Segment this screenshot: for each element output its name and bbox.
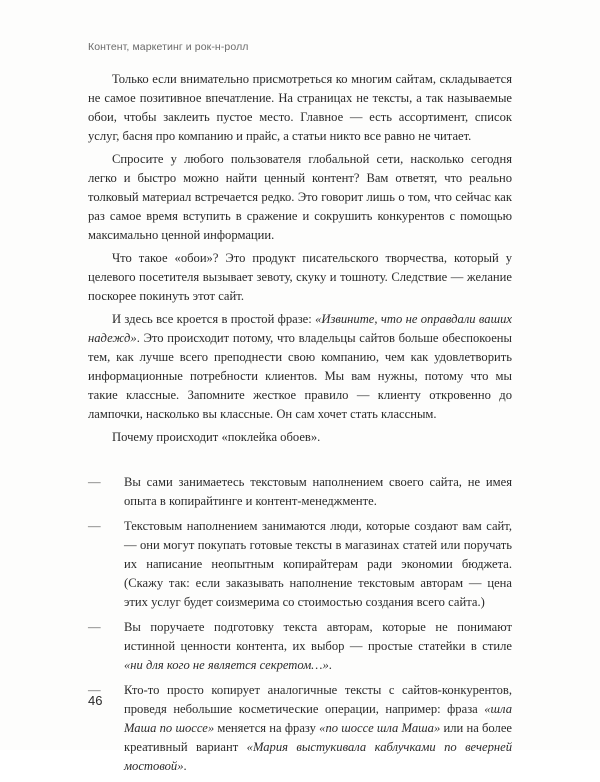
list-dash: —: [88, 683, 101, 697]
list-item-before: Кто-то просто копирует аналогичные тексты с сайтов-конкурентов, проведя небольшие косметические операции, например: фраза: [124, 683, 512, 716]
list-item-quote: «ни для кого не является секретом…»: [124, 658, 329, 672]
list-item-after: .: [328, 658, 332, 672]
list-item-text: Текстовым наполнением занимаются люди, которые создают вам сайт, — они могут покупать готовые тексты в магазинах статей или поручать их написание неопытным копирайтерам ради экономии бюджета. (Скажу так: если заказывать наполнение текстовым авторам — цена этих услуг будет соизмерима со стоимостью создания всего сайта.): [124, 519, 512, 609]
list-item-before: Вы поручаете подготовку текста авторам, которые не понимают истинной ценности контента, их выбор — простые статейки в стиле: [124, 620, 512, 653]
paragraph-1: Только если внимательно присмотреться ко многим сайтам, складывается не самое позитивное впечатление. На страницах не тексты, а так называемые обои, чтобы заклеить пустое место. Главное — есть ассортимент, список услуг, басня про компанию и прайс, а статьи никто все равно не читает.: [88, 72, 512, 143]
list-item: [88, 473, 512, 511]
list-item-quote-2: «по шоссе шла Маша»: [319, 721, 441, 735]
paragraph-4-after: . Это происходит потому, что владельцы сайтов больше обеспокоены тем, как лучше всего преподнести свою компанию, чем как удовлетворить информационные потребности клиентов. Мы вам нужны, потому что мы такие классные. Запомните жесткое правило — клиенту откровенно до лампочки, насколько вы классные. Он сам хочет стать классным.: [88, 331, 512, 421]
list-dash: —: [88, 475, 101, 489]
running-head: Контент, маркетинг и рок-н-ролл: [88, 41, 249, 53]
paragraph-4-before: И здесь все кроется в простой фразе:: [112, 312, 316, 326]
list-item-mid-1: меняется на фразу: [214, 721, 320, 735]
list-item: [88, 517, 512, 612]
list-item: [88, 681, 512, 776]
list-dash: —: [88, 519, 101, 533]
paragraph-3: Что такое «обои»? Это продукт писательского творчества, который у целевого посетителя вызывает зевоту, скуку и тошноту. Следствие — желание поскорее покинуть этот сайт.: [88, 251, 512, 303]
page-number: 46: [88, 693, 103, 708]
body-text: [88, 70, 512, 782]
list-item: [88, 618, 512, 675]
list-item-quote-1: «шла Маша по шоссе»: [124, 702, 512, 735]
paragraph-2: Спросите у любого пользователя глобальной сети, насколько сегодня легко и быстро можно найти ценный контент? Вам ответят, что реально толковый материал встречается редко. Это говорит лишь о том, что сейчас как раз самое время вступить в сражение и сокрушить конкурентов с помощью максимально ценной информации.: [88, 152, 512, 242]
reasons-list: [88, 473, 512, 776]
list-item-after: .: [183, 759, 187, 773]
list-item-text: [124, 681, 512, 776]
list-item-quote-3: «Мария выстукивала каблучками по вечерней мостовой»: [124, 740, 513, 773]
paragraph-5: Почему происходит «поклейка обоев».: [112, 430, 321, 444]
list-item-text: Вы сами занимаетесь текстовым наполнением своего сайта, не имея опыта в копирайтинге и контент-менеджменте.: [124, 475, 512, 508]
paragraph-4-quote: «Извините, что не оправдали ваших надежд»: [88, 312, 512, 345]
paragraph-4: [88, 310, 512, 424]
list-dash: —: [88, 620, 101, 634]
list-item-text: [124, 618, 512, 675]
list-item-mid-2: или на более креативный вариант: [124, 721, 512, 754]
